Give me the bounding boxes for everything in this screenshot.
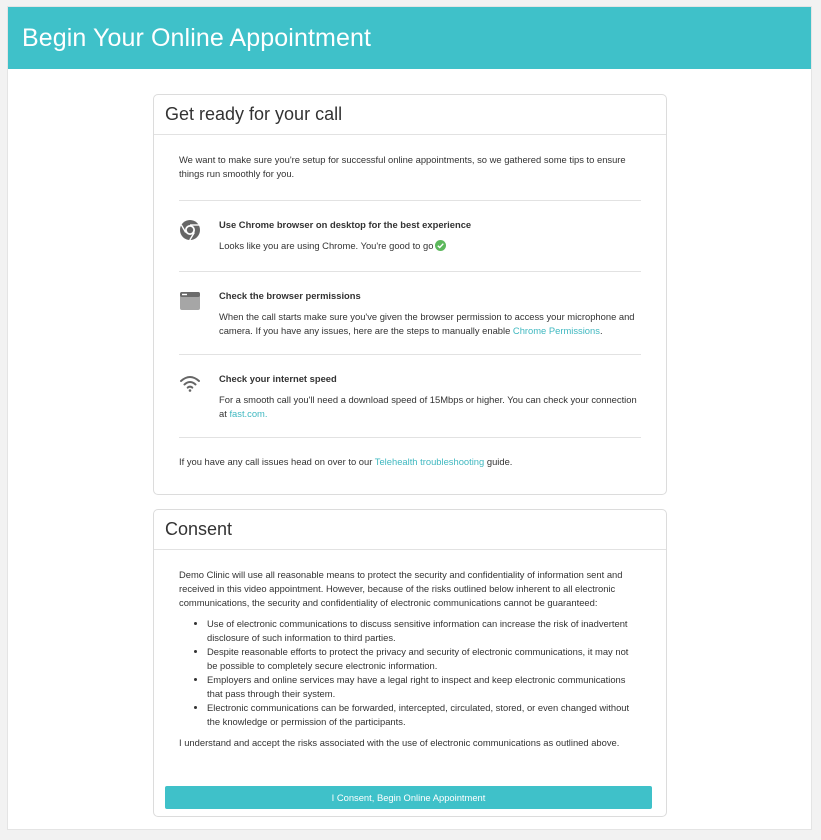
tip-permissions bbox=[179, 272, 641, 355]
wifi-icon bbox=[179, 372, 219, 421]
risk-list bbox=[179, 617, 641, 729]
list-item: • Electronic communications can be forwarded, intercepted, circulated, stored, or even changed without the knowledge or permission of the participants. bbox=[207, 701, 641, 729]
page-title: Begin Your Online Appointment bbox=[22, 23, 371, 52]
get-ready-title: Get ready for your call bbox=[165, 104, 343, 124]
browser-window-icon bbox=[179, 289, 219, 338]
chrome-icon bbox=[179, 218, 219, 255]
check-circle-icon bbox=[435, 240, 446, 255]
tip-internet-text: For a smooth call you'll need a download speed of 15Mbps or higher. You can check your connection at fast.com. bbox=[219, 394, 637, 419]
telehealth-troubleshooting-link[interactable]: Telehealth troubleshooting bbox=[374, 456, 485, 467]
consent-card-header bbox=[154, 510, 666, 550]
tip-chrome bbox=[179, 201, 641, 272]
tip-chrome-title: Use Chrome browser on desktop for the best experience bbox=[219, 219, 472, 230]
get-ready-card-body bbox=[154, 135, 666, 469]
header-bar bbox=[8, 7, 811, 69]
chrome-permissions-link[interactable]: Chrome Permissions bbox=[512, 325, 600, 336]
tip-permissions-text: When the call starts make sure you've given the browser permission to access your microphone and camera. If you have any issues, here are the steps to manually enable Chrome Permissions. bbox=[219, 311, 635, 336]
list-item: • Employers and online services may have a legal right to inspect and keep electronic communications that pass through their system. bbox=[207, 673, 641, 701]
tip-internet-speed bbox=[179, 355, 641, 438]
consent-card-body bbox=[154, 550, 666, 750]
get-ready-card-header bbox=[154, 95, 666, 135]
get-ready-intro: We want to make sure you're setup for successful online appointments, so we gathered some tips to ensure things run smoothly for you. bbox=[179, 135, 641, 201]
tip-internet-title: Check your internet speed bbox=[219, 373, 337, 384]
consent-begin-button[interactable]: I Consent, Begin Online Appointment bbox=[165, 786, 652, 809]
accept-statement: I understand and accept the risks associated with the use of electronic communications as outlined above. bbox=[179, 737, 620, 748]
list-item: • Despite reasonable efforts to protect the privacy and security of electronic communications, it may not be possible to completely secure electronic information. bbox=[207, 645, 641, 673]
list-item: • Use of electronic communications to discuss sensitive information can increase the risk of inadvertent disclosure of such information to third parties. bbox=[207, 617, 641, 645]
app-frame bbox=[7, 6, 812, 830]
tip-chrome-text: Looks like you are using Chrome. You're good to go bbox=[219, 239, 641, 255]
tip-permissions-title: Check the browser permissions bbox=[219, 290, 361, 301]
consent-intro: Demo Clinic will use all reasonable means to protect the security and confidentiality of information sent and received in this video appointment. However, because of the risks outlined below inherent to all electronic communications, the security and confidentiality of electronic communications cannot be guaranteed: bbox=[179, 569, 623, 608]
troubleshooting-line: If you have any call issues head on over to our Telehealth troubleshooting guide. bbox=[179, 456, 513, 467]
fast-com-link[interactable]: fast.com. bbox=[229, 408, 268, 419]
consent-title: Consent bbox=[165, 519, 233, 539]
consent-card bbox=[153, 509, 667, 817]
get-ready-card bbox=[153, 94, 667, 495]
